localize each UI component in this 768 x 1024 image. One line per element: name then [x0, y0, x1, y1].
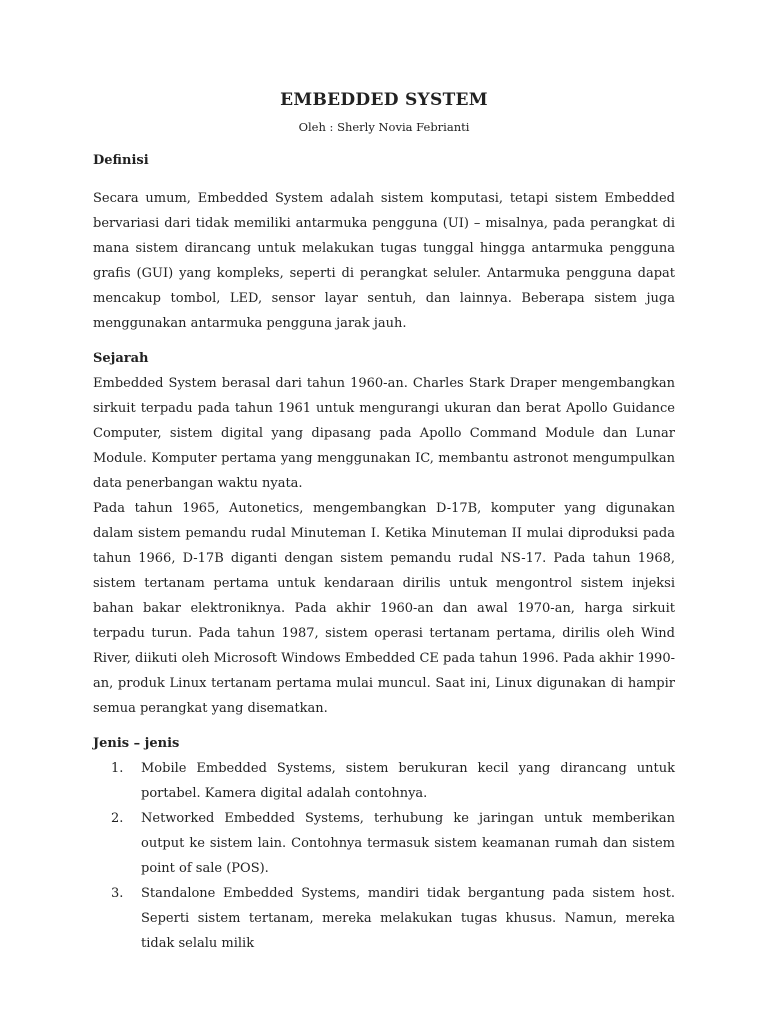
paragraph-sejarah-2: Pada tahun 1965, Autonetics, mengembangkan D-17B, komputer yang digunakan dalam sistem pemandu rudal Minuteman I. Ketika Minuteman II mulai diproduksi pada tahun 1966, D-17B diganti dengan sistem pemandu rudal NS-17. Pada tahun 1968, sistem tertanam pertama untuk kendaraan dirilis untuk mengontrol sistem injeksi bahan bakar elektroniknya. Pada akhir 1960-an dan awal 1970-an, harga sirkuit terpadu turun. Pada tahun 1987, sistem operasi tertanam pertama, dirilis oleh Wind River, diikuti oleh Microsoft Windows Embedded CE pada tahun 1996. Pada akhir 1990-an, produk Linux tertanam pertama mulai muncul. Saat ini, Linux digunakan di hampir semua perangkat yang disematkan. — [93, 501, 675, 716]
section-definisi — [93, 148, 675, 336]
document-author: Oleh : Sherly Novia Febrianti — [298, 120, 470, 134]
section-jenis — [93, 731, 675, 956]
section-heading-sejarah: Sejarah — [93, 351, 149, 366]
list-item-text: Networked Embedded Systems, terhubung ke jaringan untuk memberikan output ke sistem lain. Contohnya termasuk sistem keamanan rumah dan sistem point of sale (POS). — [141, 811, 675, 876]
list-item-number: 3. — [111, 886, 124, 901]
document-title: EMBEDDED SYSTEM — [280, 90, 488, 110]
section-heading-definisi: Definisi — [93, 153, 149, 168]
list-item — [93, 756, 675, 806]
list-item-text: Standalone Embedded Systems, mandiri tidak bergantung pada sistem host. Seperti sistem tertanam, mereka melakukan tugas khusus. Namun, mereka tidak selalu milik — [141, 886, 675, 951]
list-item — [93, 881, 675, 956]
paragraph-definisi: Secara umum, Embedded System adalah sistem komputasi, tetapi sistem Embedded bervariasi dari tidak memiliki antarmuka pengguna (UI) – misalnya, pada perangkat di mana sistem dirancang untuk melakukan tugas tunggal hingga antarmuka pengguna grafis (GUI) yang kompleks, seperti di perangkat seluler. Antarmuka pengguna dapat mencakup tombol, LED, sensor layar sentuh, dan lainnya. Beberapa sistem juga menggunakan antarmuka pengguna jarak jauh. — [93, 191, 675, 331]
list-item-number: 2. — [111, 811, 124, 826]
list-item — [93, 806, 675, 881]
list-item-number: 1. — [111, 761, 124, 776]
list-item-text: Mobile Embedded Systems, sistem berukuran kecil yang dirancang untuk portabel. Kamera digital adalah contohnya. — [141, 761, 675, 801]
section-sejarah — [93, 346, 675, 721]
document-page — [93, 86, 675, 956]
section-heading-jenis: Jenis – jenis — [93, 736, 180, 751]
jenis-list — [93, 756, 675, 956]
paragraph-sejarah-1: Embedded System berasal dari tahun 1960-an. Charles Stark Draper mengembangkan sirkuit terpadu pada tahun 1961 untuk mengurangi ukuran dan berat Apollo Guidance Computer, sistem digital yang dipasang pada Apollo Command Module dan Lunar Module. Komputer pertama yang menggunakan IC, membantu astronot mengumpulkan data penerbangan waktu nyata. — [93, 376, 675, 491]
